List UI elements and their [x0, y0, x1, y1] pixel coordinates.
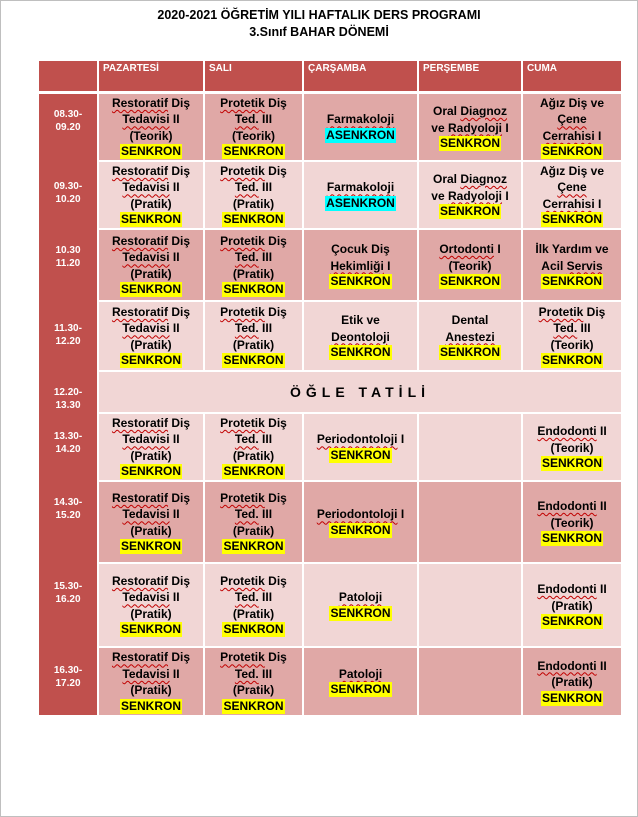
- course-line: Farmakoloji: [326, 180, 395, 195]
- course-line: Protetik Diş: [220, 415, 287, 430]
- header-day-friday: CUMA: [523, 61, 621, 91]
- course-line: Tedavisi II: [122, 432, 180, 447]
- course-line: Restoratif Diş: [111, 163, 191, 178]
- course-line: Endodonti II: [537, 658, 607, 673]
- schedule-cell-r4-tue: [205, 302, 302, 370]
- senkron-badge: SENKRON: [223, 144, 284, 159]
- schedule-cell-r6-wed: [304, 482, 417, 562]
- header-day-wednesday: ÇARŞAMBA: [304, 61, 417, 91]
- course-line: (Pratik): [130, 196, 172, 211]
- course-line: Restoratif Diş: [111, 233, 191, 248]
- course-line: (Pratik): [232, 196, 275, 211]
- senkron-badge: SENKRON: [330, 345, 391, 359]
- schedule-cell-r5-thu: [419, 414, 521, 480]
- senkron-badge: SENKRON: [330, 447, 391, 462]
- schedule-cell-r4-fri: [523, 302, 621, 370]
- course-line: Ted. III: [234, 250, 273, 265]
- schedule-cell-r1-tue: [205, 94, 302, 160]
- schedule-cell-r8-mon: [99, 648, 203, 715]
- course-line: Tedavisi II: [122, 321, 180, 336]
- schedule-cell-r8-tue: [205, 648, 302, 715]
- course-line: Oral Diagnoz: [432, 104, 508, 118]
- course-line: (Pratik): [232, 683, 275, 698]
- header-day-tuesday: SALI: [205, 61, 302, 91]
- senkron-badge: SENKRON: [120, 212, 181, 227]
- course-line: Tedavisi II: [122, 180, 180, 195]
- senkron-badge: SENKRON: [120, 144, 181, 159]
- time-slot-label: 12.20- 13.30: [53, 387, 83, 411]
- course-line: (Pratik): [232, 523, 275, 538]
- senkron-badge: SENKRON: [223, 353, 284, 368]
- course-line: Ted. III: [234, 666, 273, 681]
- course-line: (Pratik): [130, 266, 172, 281]
- senkron-badge: SENKRON: [330, 522, 391, 537]
- senkron-badge: SENKRON: [223, 622, 284, 637]
- senkron-badge: SENKRON: [439, 274, 500, 288]
- course-line: Patoloji: [338, 590, 383, 605]
- course-line: Anestezi: [445, 329, 495, 344]
- document-subtitle: 3.Sınıf BAHAR DÖNEMİ: [249, 25, 389, 39]
- schedule-cell-r7-thu: [419, 564, 521, 646]
- course-line: Restoratif Diş: [111, 490, 191, 505]
- course-line: Ağız Diş ve: [539, 163, 605, 178]
- course-line: (Teorik): [231, 128, 276, 143]
- schedule-cell-r3-tue: [205, 230, 302, 300]
- course-line: Periodontoloji I: [316, 432, 405, 447]
- senkron-badge: SENKRON: [541, 353, 602, 368]
- time-slot-label: 16.30- 17.20: [53, 665, 83, 689]
- schedule-cell-r3-fri: [523, 230, 621, 300]
- course-line: Protetik Diş: [220, 163, 287, 178]
- course-line: ve Radyoloji I: [431, 120, 509, 135]
- course-line: Endodonti II: [537, 499, 607, 513]
- senkron-badge: SENKRON: [120, 698, 181, 713]
- course-line: Ted. III: [234, 507, 273, 522]
- course-line: Acil Servis: [541, 258, 603, 273]
- course-line: Restoratif Diş: [111, 650, 191, 665]
- course-line: Tedavisi II: [122, 507, 180, 522]
- course-line: (Teorik): [550, 440, 594, 455]
- course-line: (Pratik): [551, 598, 593, 613]
- course-line: (Pratik): [130, 606, 172, 621]
- course-line: Tedavisi II: [122, 666, 180, 681]
- course-line: ve Radyoloji I: [431, 188, 509, 203]
- schedule-cell-r4-wed: [304, 302, 417, 370]
- course-line: Tedavisi II: [122, 590, 180, 605]
- header-day-monday: PAZARTESİ: [99, 61, 203, 91]
- schedule-cell-r2-thu: [419, 162, 521, 228]
- schedule-cell-r4-thu: [419, 302, 521, 370]
- senkron-badge: SENKRON: [439, 345, 500, 359]
- senkron-badge: SENKRON: [120, 353, 181, 368]
- course-line: Deontoloji: [331, 329, 390, 344]
- schedule-cell-r2-fri: [523, 162, 621, 228]
- course-line: Endodonti II: [537, 582, 607, 596]
- course-line: Periodontoloji I: [316, 507, 405, 522]
- schedule-cell-r3-thu: [419, 230, 521, 300]
- senkron-badge: SENKRON: [120, 622, 181, 637]
- schedule-cell-r5-tue: [205, 414, 302, 480]
- schedule-cell-r2-tue: [205, 162, 302, 228]
- asenkron-badge: ASENKRON: [326, 195, 395, 210]
- schedule-cell-r4-mon: [99, 302, 203, 370]
- course-line: Protetik Diş: [538, 304, 606, 319]
- lunch-break-label: ÖĞLE TATİLİ: [289, 384, 431, 400]
- senkron-badge: SENKRON: [541, 690, 602, 705]
- course-line: Ted. III: [234, 180, 273, 195]
- course-line: Çocuk Diş: [331, 242, 390, 256]
- course-line: (Teorik): [550, 337, 594, 352]
- senkron-badge: SENKRON: [330, 682, 391, 697]
- course-line: Protetik Diş: [220, 650, 287, 665]
- course-line: Oral Diagnoz: [432, 172, 508, 186]
- course-line: Protetik Diş: [220, 573, 287, 588]
- course-line: Etik ve: [341, 313, 380, 327]
- course-line: (Pratik): [232, 337, 275, 352]
- course-line: (Pratik): [232, 606, 275, 621]
- course-line: Ortodonti I: [439, 242, 501, 256]
- senkron-badge: SENKRON: [223, 698, 284, 713]
- time-slot-label: 11.30- 12.20: [54, 323, 82, 347]
- schedule-cell-r1-thu: [419, 94, 521, 160]
- course-line: Çene: [557, 180, 587, 195]
- course-line: Restoratif Diş: [111, 304, 191, 319]
- senkron-badge: SENKRON: [120, 282, 181, 297]
- schedule-cell-r8-wed: [304, 648, 417, 715]
- course-line: (Pratik): [130, 523, 172, 538]
- senkron-badge: SENKRON: [541, 614, 602, 628]
- time-slot-label: 14.30- 15.20: [53, 497, 83, 521]
- senkron-badge: SENKRON: [541, 212, 602, 227]
- course-line: Dental: [451, 313, 489, 327]
- time-slot-label: 08.30- 09.20: [53, 109, 83, 133]
- senkron-badge: SENKRON: [541, 274, 602, 288]
- schedule-cell-r1-wed: [304, 94, 417, 160]
- senkron-badge: SENKRON: [120, 539, 181, 554]
- senkron-badge: SENKRON: [223, 464, 284, 479]
- senkron-badge: SENKRON: [330, 605, 391, 620]
- schedule-cell-r5-fri: [523, 414, 621, 480]
- course-line: Cerrahisi I: [542, 128, 602, 143]
- course-line: (Pratik): [130, 683, 172, 698]
- course-line: Protetik Diş: [220, 490, 287, 505]
- senkron-badge: SENKRON: [541, 456, 602, 470]
- time-slot-label: 15.30- 16.20: [53, 581, 83, 605]
- course-line: Hekimliği I: [330, 258, 391, 273]
- course-line: Ted. III: [234, 590, 273, 605]
- course-line: (Pratik): [130, 337, 172, 352]
- schedule-cell-r6-mon: [99, 482, 203, 562]
- schedule-cell-r7-fri: [523, 564, 621, 646]
- course-line: (Pratik): [130, 448, 172, 463]
- schedule-cell-r1-fri: [523, 94, 621, 160]
- course-line: İlk Yardım ve: [535, 242, 609, 256]
- time-slot-label: 10.30 11.20: [55, 245, 81, 269]
- course-line: (Teorik): [129, 128, 173, 143]
- schedule-cell-r1-mon: [99, 94, 203, 160]
- schedule-cell-r5-mon: [99, 414, 203, 480]
- time-slot-label: 13.30- 14.20: [53, 431, 83, 455]
- schedule-cell-r8-fri: [523, 648, 621, 715]
- header-day-thursday: PERŞEMBE: [419, 61, 521, 91]
- schedule-cell-r2-mon: [99, 162, 203, 228]
- schedule-cell-r6-fri: [523, 482, 621, 562]
- document-title: 2020-2021 ÖĞRETİM YILI HAFTALIK DERS PROGRAMI: [157, 8, 481, 22]
- course-line: Restoratif Diş: [111, 573, 191, 588]
- senkron-badge: SENKRON: [330, 274, 391, 288]
- course-line: (Pratik): [232, 266, 275, 281]
- lunch-break-row: [99, 372, 621, 412]
- course-line: Tedavisi II: [122, 250, 180, 265]
- schedule-cell-r5-wed: [304, 414, 417, 480]
- course-line: Protetik Diş: [220, 304, 287, 319]
- asenkron-badge: ASENKRON: [326, 127, 395, 142]
- course-line: Ted. III: [234, 321, 273, 336]
- senkron-badge: SENKRON: [223, 212, 284, 227]
- senkron-badge: SENKRON: [541, 144, 602, 159]
- senkron-badge: SENKRON: [439, 136, 500, 150]
- course-line: Endodonti II: [537, 424, 607, 438]
- course-line: (Teorik): [550, 515, 594, 530]
- course-line: Ağız Diş ve: [539, 95, 605, 110]
- schedule-cell-r7-tue: [205, 564, 302, 646]
- course-line: (Pratik): [551, 675, 593, 689]
- course-line: (Pratik): [232, 448, 275, 463]
- time-slot-label: 09.30- 10.20: [53, 181, 83, 205]
- course-line: Ted. III: [234, 112, 273, 127]
- schedule-cell-r7-mon: [99, 564, 203, 646]
- schedule-cell-r8-thu: [419, 648, 521, 715]
- senkron-badge: SENKRON: [439, 204, 500, 218]
- course-line: Protetik Diş: [220, 95, 287, 110]
- course-line: (Teorik): [448, 258, 492, 273]
- schedule-cell-r7-wed: [304, 564, 417, 646]
- header-corner: [39, 61, 97, 91]
- course-line: Protetik Diş: [220, 233, 287, 248]
- schedule-cell-r3-wed: [304, 230, 417, 300]
- senkron-badge: SENKRON: [223, 282, 284, 297]
- course-line: Çene: [557, 112, 587, 127]
- schedule-cell-r6-tue: [205, 482, 302, 562]
- course-line: Patoloji: [338, 666, 383, 681]
- course-line: Tedavisi II: [122, 112, 180, 127]
- senkron-badge: SENKRON: [120, 464, 181, 479]
- senkron-badge: SENKRON: [541, 531, 602, 545]
- senkron-badge: SENKRON: [223, 539, 284, 554]
- schedule-cell-r2-wed: [304, 162, 417, 228]
- course-line: Restoratif Diş: [111, 415, 191, 430]
- course-line: Cerrahisi I: [542, 196, 602, 211]
- course-line: Ted. III: [234, 432, 273, 447]
- course-line: Restoratif Diş: [111, 95, 191, 110]
- course-line: Farmakoloji: [326, 112, 395, 127]
- schedule-cell-r3-mon: [99, 230, 203, 300]
- course-line: Ted. III: [553, 321, 591, 336]
- schedule-cell-r6-thu: [419, 482, 521, 562]
